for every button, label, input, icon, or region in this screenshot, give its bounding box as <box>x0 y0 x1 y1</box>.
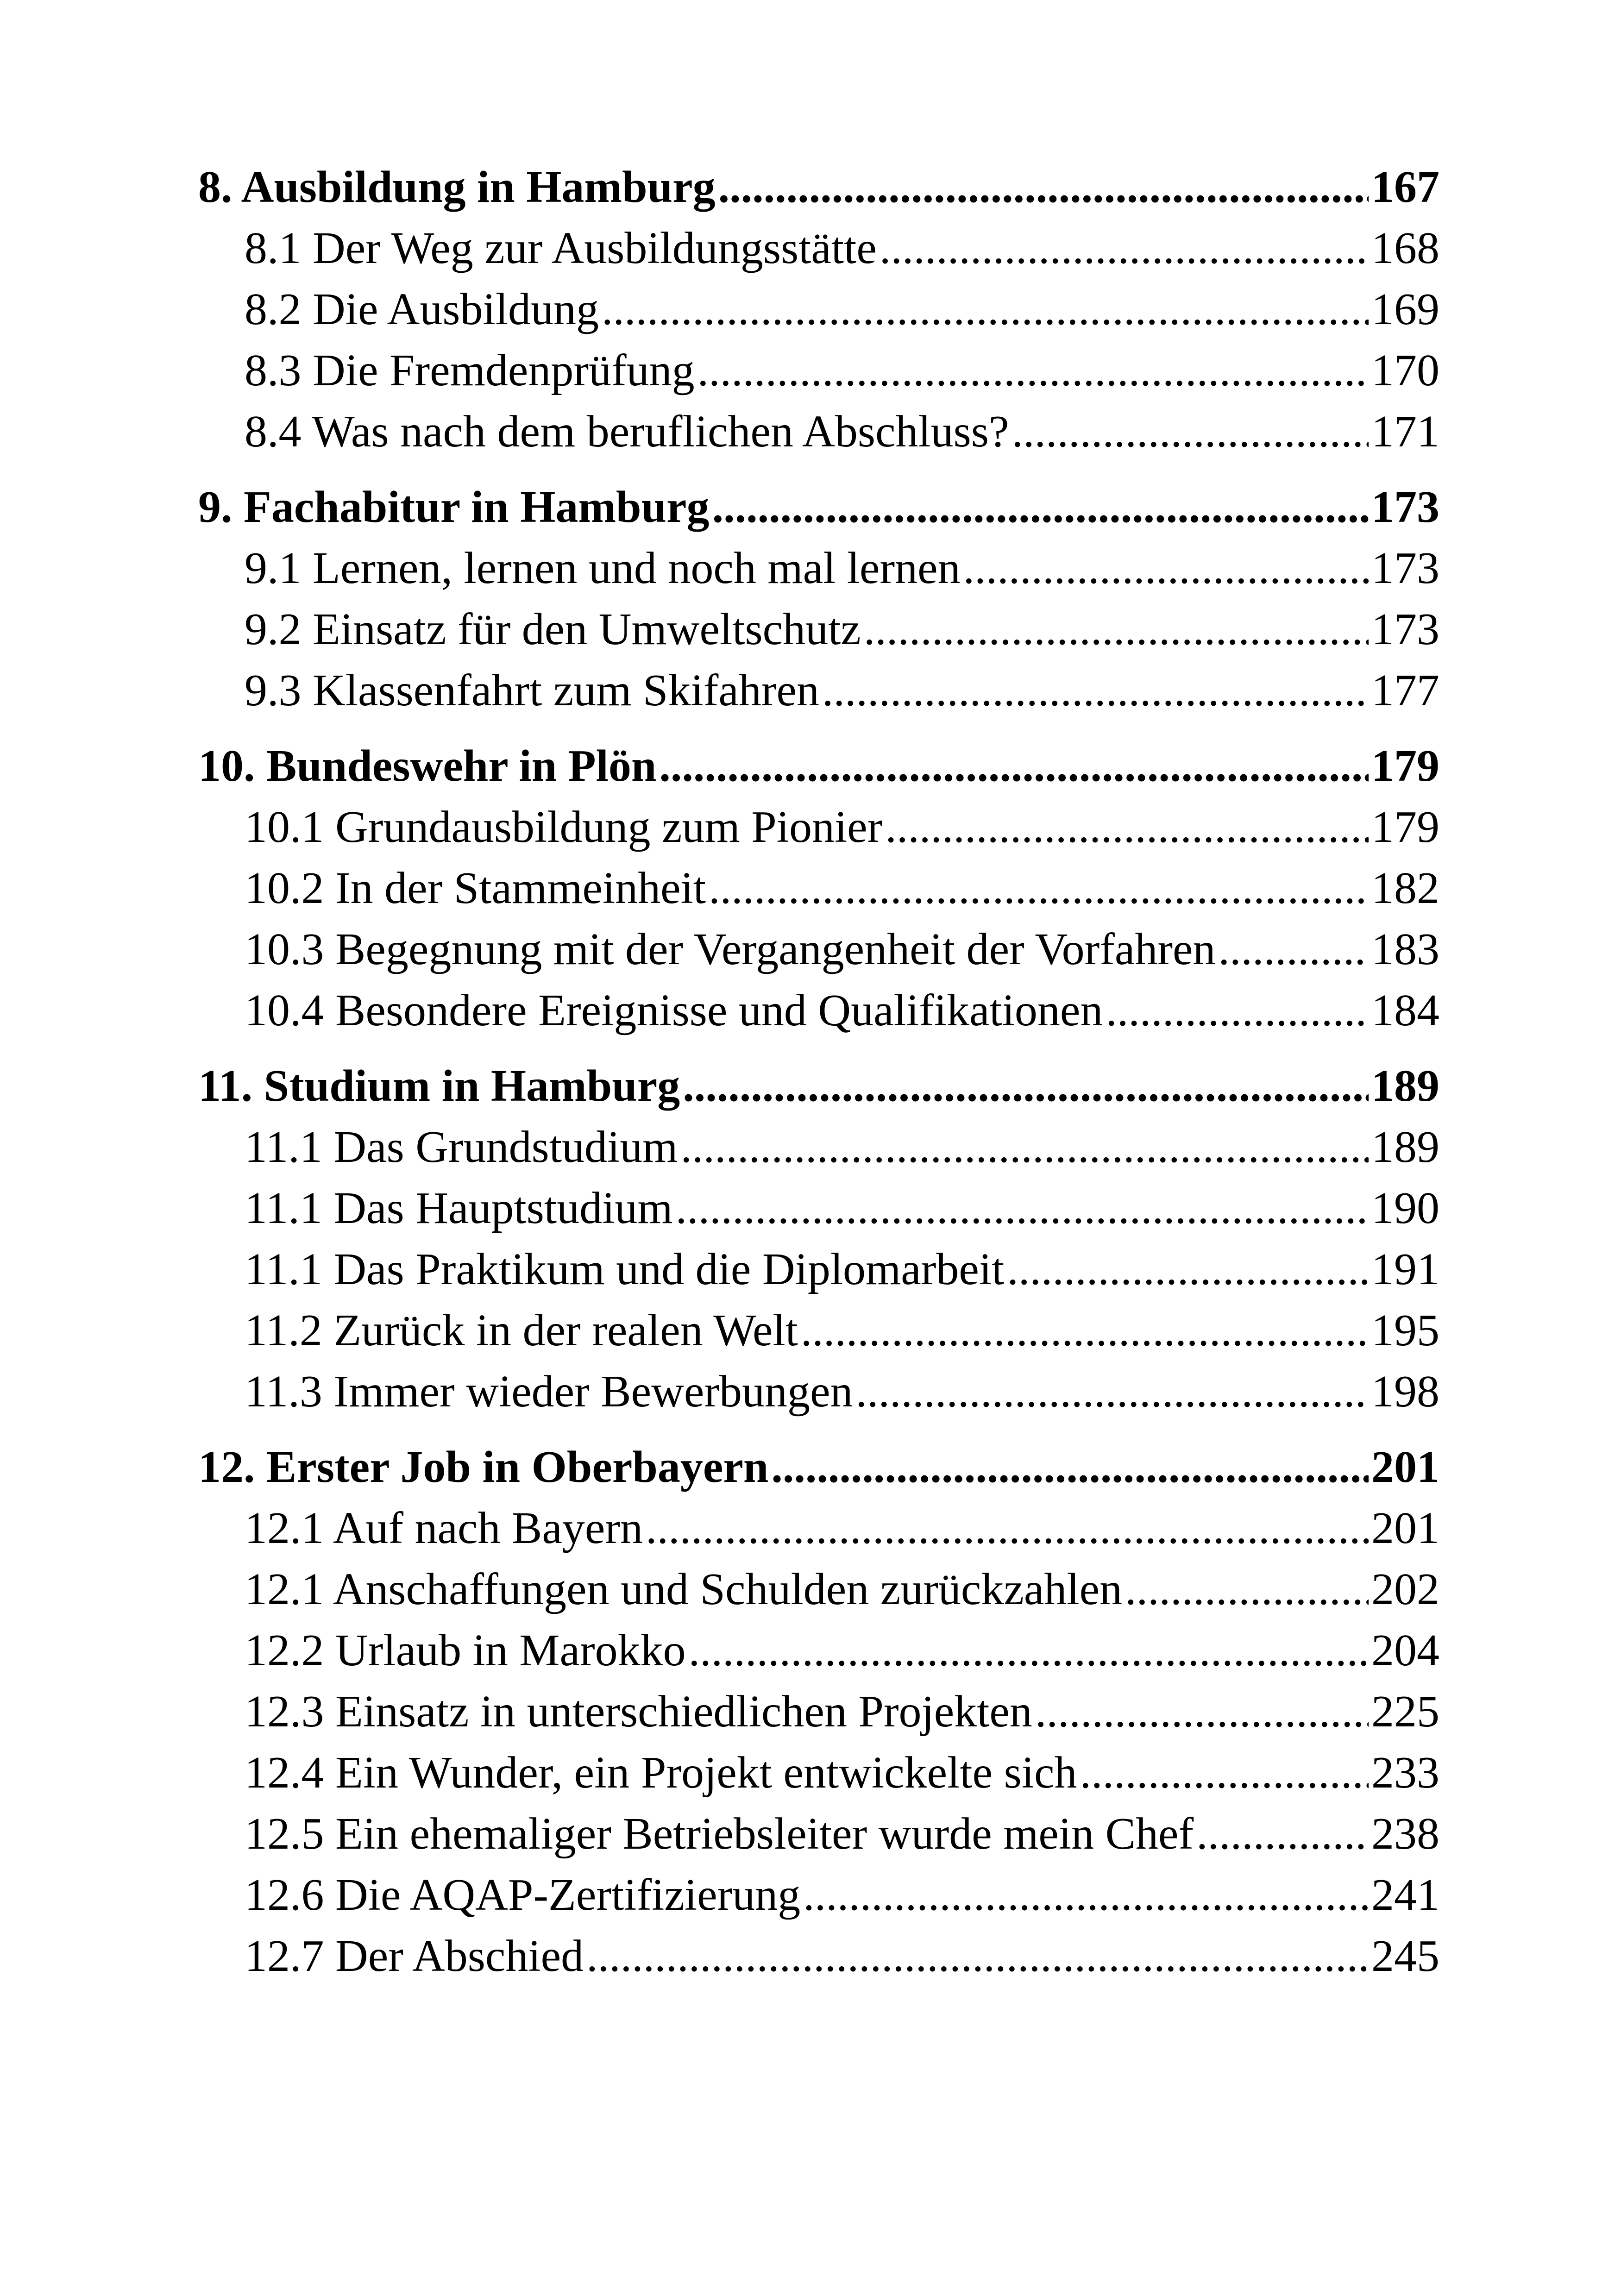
toc-page-number: 173 <box>1371 604 1439 654</box>
toc-page-number: 204 <box>1371 1625 1439 1675</box>
dot-leader <box>1219 919 1369 980</box>
toc-section-entry[interactable] <box>198 1803 1439 1864</box>
toc-entry-title: 10.1 Grundausbildung zum Pionier <box>245 802 883 852</box>
dot-leader <box>602 279 1369 340</box>
toc-chapter <box>198 735 1439 1041</box>
toc-page-number: 189 <box>1371 1061 1439 1111</box>
toc-page-number: 171 <box>1371 407 1439 457</box>
toc-entry-title: 12.4 Ein Wunder, ein Projekt entwickelte sich <box>245 1748 1077 1798</box>
toc-page-number: 173 <box>1371 543 1439 593</box>
toc-section-entry[interactable] <box>198 279 1439 340</box>
dot-leader <box>864 599 1369 660</box>
toc-entry-title: 12.1 Auf nach Bayern <box>245 1503 643 1553</box>
toc-section-entry[interactable] <box>198 1681 1439 1742</box>
toc-page-number: 170 <box>1371 345 1439 395</box>
toc-section-entry[interactable] <box>198 858 1439 919</box>
toc-section-entry[interactable] <box>198 919 1439 980</box>
toc-section-entry[interactable] <box>198 797 1439 858</box>
toc-section-entry[interactable] <box>198 599 1439 660</box>
toc-entry-title: 10.3 Begegnung mit der Vergangenheit der Vorfahren <box>245 924 1216 974</box>
dot-leader <box>681 1117 1369 1178</box>
dot-leader <box>880 218 1369 279</box>
toc-chapter <box>198 477 1439 721</box>
toc-page-number: 201 <box>1371 1442 1439 1492</box>
toc-entry-title: 8.1 Der Weg zur Ausbildungsstätte <box>245 223 877 273</box>
toc-page-number: 179 <box>1371 802 1439 852</box>
dot-leader <box>689 1620 1369 1681</box>
toc-chapter-heading[interactable] <box>198 1437 1439 1498</box>
toc-section-entry[interactable] <box>198 401 1439 462</box>
toc-page-number: 198 <box>1371 1367 1439 1417</box>
dot-leader <box>683 1055 1369 1117</box>
toc-chapter <box>198 157 1439 462</box>
toc-entry-title: 10. Bundeswehr in Plön <box>198 741 657 791</box>
dot-leader <box>803 1864 1369 1926</box>
toc-page-number: 195 <box>1371 1305 1439 1355</box>
dot-leader <box>659 735 1369 797</box>
toc-page-number: 191 <box>1371 1244 1439 1294</box>
dot-leader <box>1035 1681 1369 1742</box>
toc-section-entry[interactable] <box>198 218 1439 279</box>
toc-section-entry[interactable] <box>198 1742 1439 1803</box>
toc-page-number: 190 <box>1371 1183 1439 1233</box>
toc-entry-title: 12.7 Der Abschied <box>245 1931 584 1981</box>
toc-entry-title: 9.2 Einsatz für den Umweltschutz <box>245 604 861 654</box>
dot-leader <box>801 1300 1369 1361</box>
toc-page-number: 225 <box>1371 1687 1439 1737</box>
toc-entry-title: 10.4 Besondere Ereignisse und Qualifikationen <box>245 985 1103 1035</box>
toc-section-entry[interactable] <box>198 1559 1439 1620</box>
toc-section-entry[interactable] <box>198 538 1439 599</box>
toc-page-number: 202 <box>1371 1564 1439 1614</box>
toc-entry-title: 11. Studium in Hamburg <box>198 1061 680 1111</box>
toc-section-entry[interactable] <box>198 1926 1439 1987</box>
toc-page-number: 179 <box>1371 741 1439 791</box>
toc-section-entry[interactable] <box>198 1239 1439 1300</box>
toc-entry-title: 11.1 Das Praktikum und die Diplomarbeit <box>245 1244 1005 1294</box>
toc-page-number: 189 <box>1371 1122 1439 1172</box>
dot-leader <box>718 157 1369 218</box>
dot-leader <box>1012 401 1369 462</box>
toc-chapter-heading[interactable] <box>198 735 1439 797</box>
toc-section-entry[interactable] <box>198 1300 1439 1361</box>
toc-entry-title: 9.1 Lernen, lernen und noch mal lernen <box>245 543 961 593</box>
toc-section-entry[interactable] <box>198 340 1439 401</box>
toc-entry-title: 11.3 Immer wieder Bewerbungen <box>245 1367 853 1417</box>
toc-entry-title: 11.1 Das Hauptstudium <box>245 1183 673 1233</box>
toc-page-number: 173 <box>1371 482 1439 532</box>
toc-chapter-heading[interactable] <box>198 157 1439 218</box>
toc-section-entry[interactable] <box>198 1864 1439 1926</box>
toc-entry-title: 12.5 Ein ehemaliger Betriebsleiter wurde mein Chef <box>245 1809 1194 1859</box>
toc-page-number: 183 <box>1371 924 1439 974</box>
dot-leader <box>709 858 1369 919</box>
dot-leader <box>963 538 1369 599</box>
dot-leader <box>855 1361 1369 1422</box>
toc-page-number: 241 <box>1371 1870 1439 1920</box>
toc-section-entry[interactable] <box>198 1361 1439 1422</box>
dot-leader <box>885 797 1369 858</box>
toc-chapter-heading[interactable] <box>198 1055 1439 1117</box>
toc-section-entry[interactable] <box>198 660 1439 721</box>
toc-page-number: 182 <box>1371 863 1439 913</box>
toc-entry-title: 8.4 Was nach dem beruflichen Abschluss? <box>245 407 1009 457</box>
dot-leader <box>712 477 1369 538</box>
dot-leader <box>771 1437 1369 1498</box>
toc-entry-title: 11.1 Das Grundstudium <box>245 1122 678 1172</box>
toc-section-entry[interactable] <box>198 1178 1439 1239</box>
toc-page-number: 233 <box>1371 1748 1439 1798</box>
toc-section-entry[interactable] <box>198 1117 1439 1178</box>
toc-page-number: 245 <box>1371 1931 1439 1981</box>
toc-entry-title: 12.2 Urlaub in Marokko <box>245 1625 686 1675</box>
dot-leader <box>697 340 1369 401</box>
toc-entry-title: 9. Fachabitur in Hamburg <box>198 482 710 532</box>
dot-leader <box>1196 1803 1369 1864</box>
toc-section-entry[interactable] <box>198 1498 1439 1559</box>
toc-page-number: 169 <box>1371 284 1439 334</box>
toc-entry-title: 8.3 Die Fremdenprüfung <box>245 345 695 395</box>
dot-leader <box>1007 1239 1369 1300</box>
dot-leader <box>1125 1559 1369 1620</box>
toc-page-number: 177 <box>1371 665 1439 715</box>
toc-chapter <box>198 1055 1439 1422</box>
dot-leader <box>1106 980 1369 1041</box>
toc-section-entry[interactable] <box>198 1620 1439 1681</box>
toc-entry-title: 12.6 Die AQAP-Zertifizierung <box>245 1870 801 1920</box>
toc-chapter-heading[interactable] <box>198 477 1439 538</box>
dot-leader <box>1080 1742 1369 1803</box>
toc-entry-title: 10.2 In der Stammeinheit <box>245 863 706 913</box>
toc-entry-title: 12. Erster Job in Oberbayern <box>198 1442 769 1492</box>
table-of-contents <box>198 157 1439 2001</box>
toc-entry-title: 9.3 Klassenfahrt zum Skifahren <box>245 665 819 715</box>
toc-entry-title: 8. Ausbildung in Hamburg <box>198 162 716 212</box>
toc-chapter <box>198 1437 1439 1987</box>
toc-page-number: 184 <box>1371 985 1439 1035</box>
dot-leader <box>676 1178 1369 1239</box>
dot-leader <box>646 1498 1369 1559</box>
dot-leader <box>586 1926 1369 1987</box>
toc-page-number: 167 <box>1371 162 1439 212</box>
toc-section-entry[interactable] <box>198 980 1439 1041</box>
toc-entry-title: 11.2 Zurück in der realen Welt <box>245 1305 798 1355</box>
toc-page-number: 168 <box>1371 223 1439 273</box>
toc-entry-title: 8.2 Die Ausbildung <box>245 284 599 334</box>
dot-leader <box>822 660 1369 721</box>
toc-page-number: 238 <box>1371 1809 1439 1859</box>
toc-entry-title: 12.3 Einsatz in unterschiedlichen Projekten <box>245 1687 1032 1737</box>
toc-entry-title: 12.1 Anschaffungen und Schulden zurückzahlen <box>245 1564 1123 1614</box>
toc-page-number: 201 <box>1371 1503 1439 1553</box>
